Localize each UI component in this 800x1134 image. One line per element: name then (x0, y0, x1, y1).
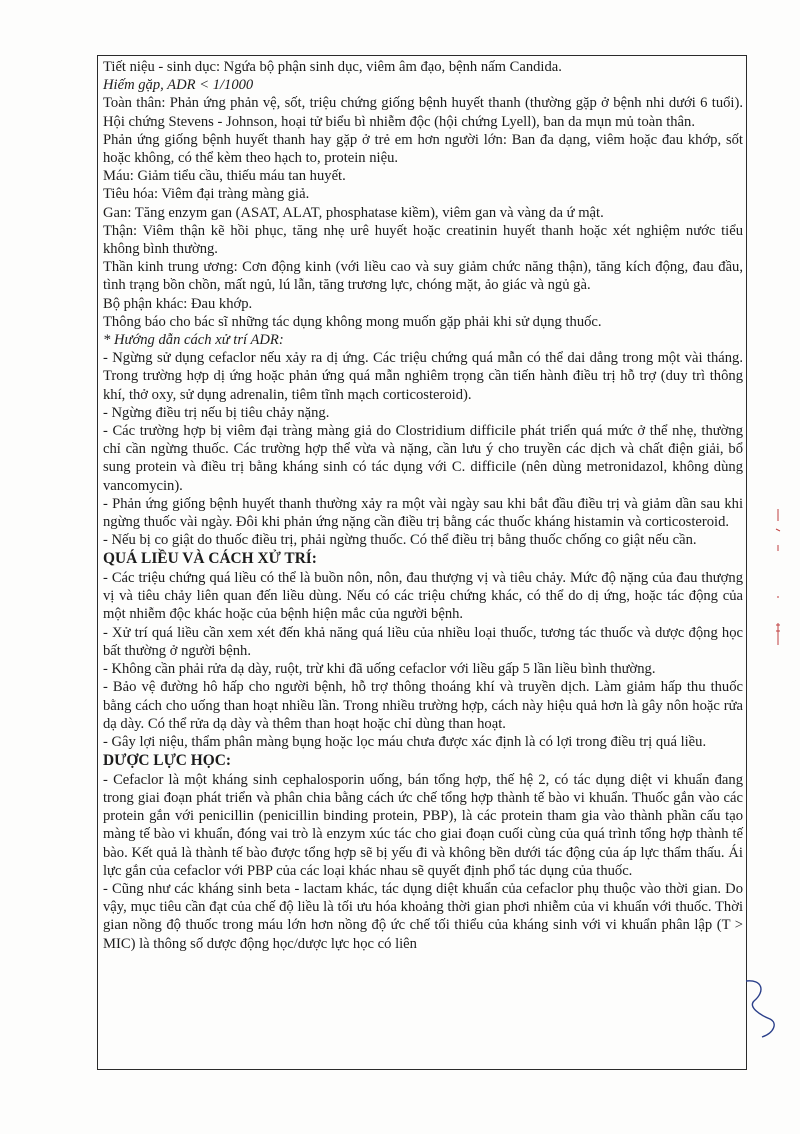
paragraph: - Nếu bị co giật do thuốc điều trị, phải ngừng thuốc. Có thể điều trị bằng thuốc chống co giật nếu cần. (103, 532, 697, 549)
paragraph: Tiêu hóa: Viêm đại tràng màng giả. (103, 186, 310, 203)
paragraph: Máu: Giảm tiểu cầu, thiếu máu tan huyết. (103, 168, 346, 185)
paragraph: Phản ứng giống bệnh huyết thanh hay gặp ở trẻ em hơn người lớn: Ban đa dạng, viêm hoặc đau khớp, sốt hoặc không, có thể kèm theo hạch to, protein niệu. (103, 131, 743, 167)
paragraph: Gan: Tăng enzym gan (ASAT, ALAT, phosphatase kiềm), viêm gan và vàng da ứ mật. (103, 204, 604, 221)
paragraph: - Cefaclor là một kháng sinh cephalosporin uống, bán tổng hợp, thế hệ 2, có tác dụng diệt vi khuẩn đang trong giai đoạn phát triển và phân chia bằng cách ức chế tổng hợp thành tế bào vi khuẩn. Thuốc gắn vào các protein gắn với penicillin (penicillin binding protein, PBP), là các protein tham gia vào thành phần cấu tạo màng tế bào vi khuẩn, đóng vai trò là enzym xúc tác cho giai đoạn cuối cùng của quá trình tổng hợp thành tế bào. Kết quả là thành tế bào được tổng hợp sẽ bị yếu đi và không bền dưới tác động của áp lực thẩm thấu. Ái lực gắn của cefaclor với PBP của các loại khác nhau sẽ quyết định phổ tác dụng của thuốc. (103, 771, 743, 879)
paragraph: Thần kinh trung ương: Cơn động kinh (với liều cao và suy giảm chức năng thận), tăng kích động, đau đầu, tình trạng bồn chồn, mất ngủ, lú lẫn, tăng trương lực, chóng mặt, ảo giác và ngủ gà. (103, 259, 743, 294)
paragraph: - Các triệu chứng quá liều có thể là buồn nôn, nôn, đau thượng vị và tiêu chảy. Mức độ nặng của đau thượng vị và tiêu chảy liên quan đến liều dùng. Nếu có các triệu chứng khác, có thể do dị ứng, hoặc tác động của một nhiễm độc khác hoặc của bệnh hiện mắc của người bệnh. (103, 570, 743, 623)
section-heading: QUÁ LIỀU VÀ CÁCH XỬ TRÍ: (103, 550, 317, 568)
paragraph: Toàn thân: Phản ứng phản vệ, sốt, triệu chứng giống bệnh huyết thanh (thường gặp ở bệnh nhi dưới 6 tuổi). Hội chứng Stevens - Johnson, hoại tử biểu bì nhiễm độc (hội chứng Lyell), ban da mụn mủ toàn thân. (103, 95, 743, 130)
paragraph: - Ngừng điều trị nếu bị tiêu chảy nặng. (103, 404, 330, 421)
italic-subheading: * Hướng dẫn cách xử trí ADR: (103, 332, 284, 349)
paragraph: Tiết niệu - sinh dục: Ngứa bộ phận sinh dục, viêm âm đạo, bệnh nấm Candida. (103, 59, 562, 75)
paragraph: - Cũng như các kháng sinh beta - lactam khác, tác dụng diệt khuẩn của cefaclor phụ thuộc vào thời gian. Do vậy, mục tiêu cần đạt của chế độ liều là tối ưu hóa khoảng thời gian phơi nhiễm của vi khuẩn với thuốc. Thời gian nồng độ thuốc trong máu lớn hơn nồng độ ức chế tối thiểu của kháng sinh với vi khuẩn phân lập (T > MIC) là thông số dược động học/dược lực học có liên (103, 880, 743, 952)
handwritten-mark-icon (740, 975, 800, 1045)
paragraph: - Xử trí quá liều cần xem xét đến khả năng quá liều của nhiều loại thuốc, tương tác thuốc và dược động học bất thường ở người bệnh. (103, 624, 743, 659)
paragraph: - Các trường hợp bị viêm đại tràng màng giả do Clostridium difficile phát triển quá mức ở thể nhẹ, thường chỉ cần ngừng thuốc. Các trường hợp thể vừa và nặng, cần lưu ý cho truyền các dịch và chất điện giải, bổ sung protein và điều trị bằng kháng sinh có tác dụng với C. difficile (nên dùng metronidazol, không dùng vancomycin). (103, 423, 743, 494)
paragraph: - Không cần phải rửa dạ dày, ruột, trừ khi đã uống cefaclor với liều gấp 5 lần liều bình thường. (103, 661, 656, 678)
section-heading: DƯỢC LỰC HỌC: (103, 752, 231, 770)
margin-stamp-icon (770, 505, 790, 655)
paragraph: - Ngừng sử dụng cefaclor nếu xảy ra dị ứng. Các triệu chứng quá mẫn có thể dai dẳng trong một vài tháng. Trong trường hợp dị ứng hoặc phản ứng quá mẫn nghiêm trọng cần tiến hành điều trị hỗ trợ (duy trì thông khí, thở oxy, sử dụng adrenalin, tiêm tĩnh mạch corticosteroid). (103, 350, 743, 403)
paragraph: - Phản ứng giống bệnh huyết thanh thường xảy ra một vài ngày sau khi bắt đầu điều trị và giảm dần sau khi ngừng thuốc vài ngày. Đôi khi phản ứng nặng cần điều trị bằng các thuốc kháng histamin và corticosteroid. (103, 495, 743, 531)
paragraph: - Gây lợi niệu, thẩm phân màng bụng hoặc lọc máu chưa được xác định là có lợi trong điều trị quá liều. (103, 733, 707, 750)
italic-subheading: Hiếm gặp, ADR < 1/1000 (103, 77, 254, 94)
paragraph: Bộ phận khác: Đau khớp. (103, 295, 253, 312)
paragraph: Thông báo cho bác sĩ những tác dụng không mong muốn gặp phải khi sử dụng thuốc. (103, 313, 602, 330)
paragraph: Thận: Viêm thận kẽ hồi phục, tăng nhẹ urê huyết hoặc creatinin huyết thanh hoặc xét nghiệm nước tiểu không bình thường. (103, 222, 743, 258)
document-body (103, 58, 743, 953)
paragraph: - Bảo vệ đường hô hấp cho người bệnh, hỗ trợ thông thoáng khí và truyền dịch. Làm giảm hấp thu thuốc bằng cách cho uống than hoạt nhiều lần. Trong nhiều trường hợp, cách này hiệu quả hơn là gây nôn hoặc rửa dạ dày. Có thể rửa dạ dày và thêm than hoạt hoặc chỉ dùng than hoạt. (103, 679, 743, 732)
